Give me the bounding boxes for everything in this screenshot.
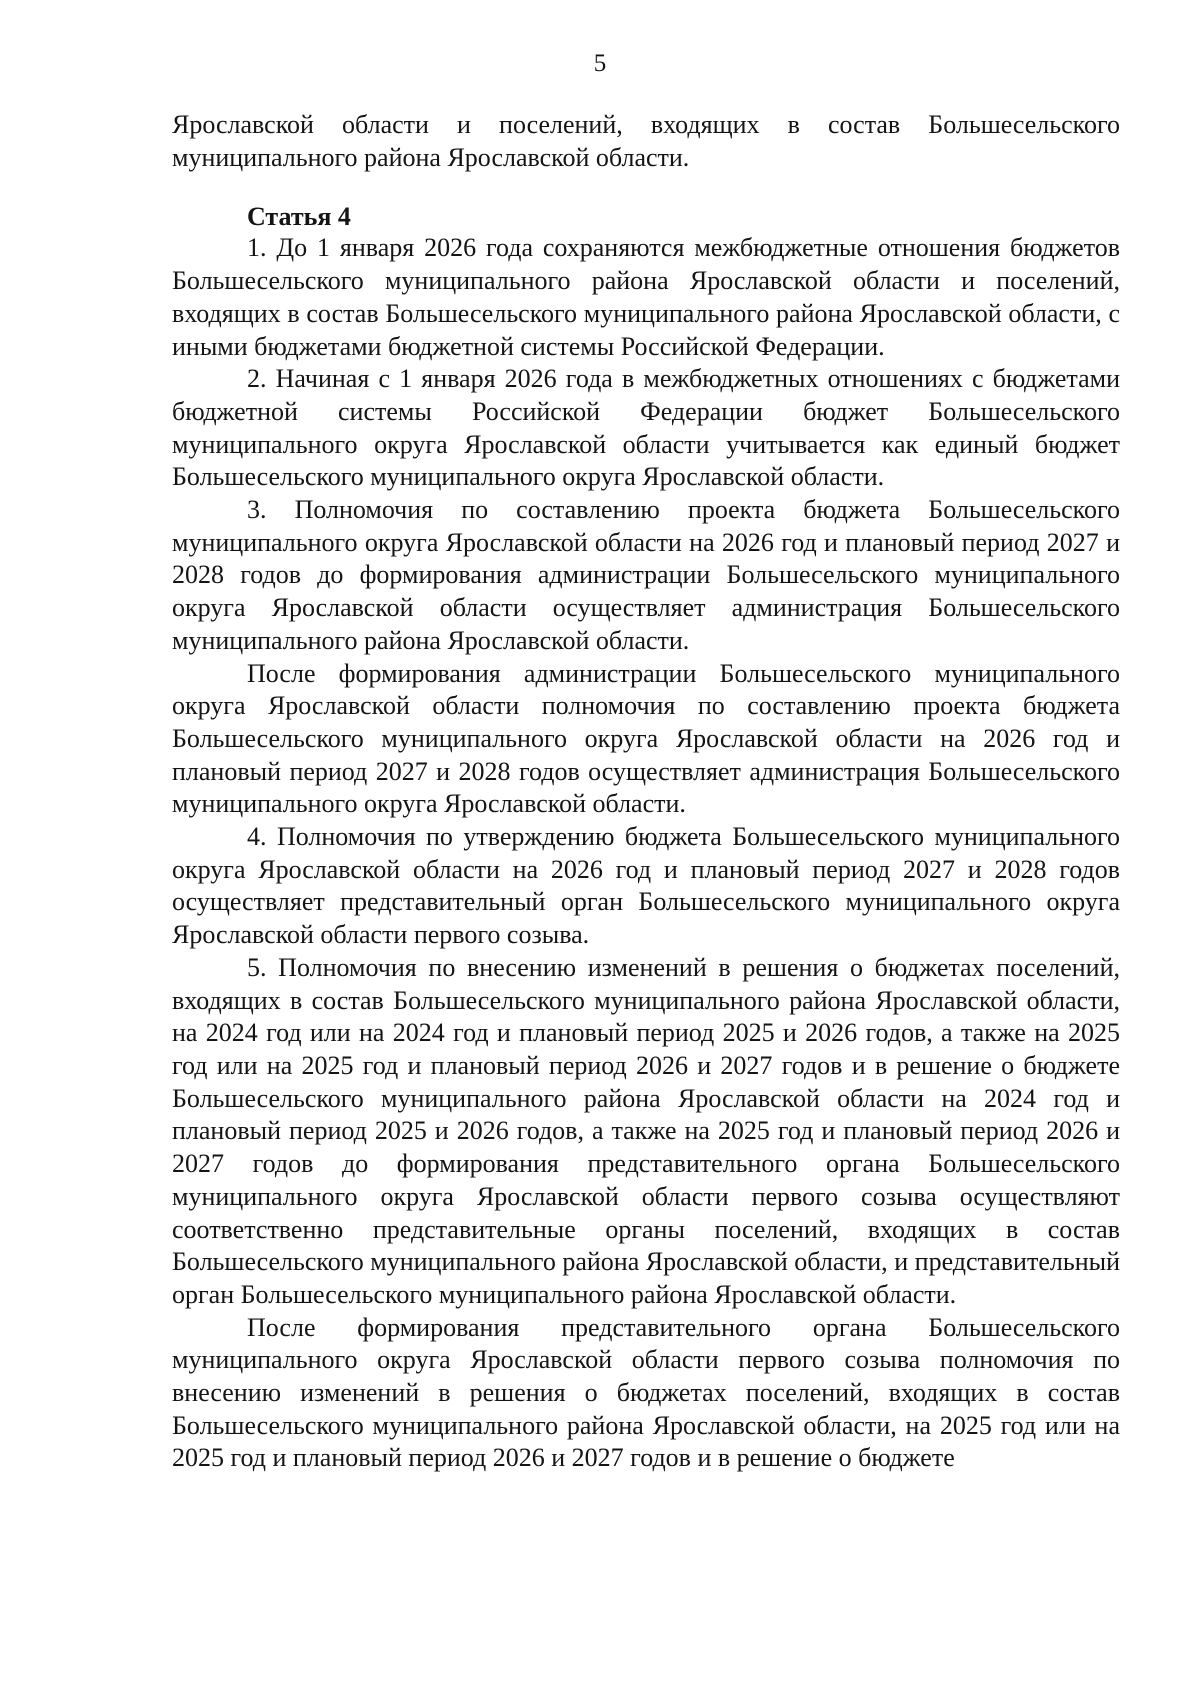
article-heading: Статья 4: [247, 202, 351, 232]
paragraph-4: 4. Полномочия по утверждению бюджета Большесельского муниципального округа Ярославской области на 2026 год и плановый период 2027 и 2028 годов осуществляет представительный орган Большесельского муниципального округа Ярославской области первого созыва.: [172, 822, 1120, 950]
paragraph-5: 5. Полномочия по внесению изменений в решения о бюджетах поселений, входящих в состав Большесельского муниципального района Ярославской области, на 2024 год или на 2024 год и плановый период 2025 и 2026 годов, а также на 2025 год или на 2025 год и плановый период 2026 и 2027 годов и в решение о бюджете Большесельского муниципального района Ярославской области на 2024 год и плановый период 2025 и 2026 годов, а также на 2025 год и плановый период 2026 и 2027 годов до формирования представительного органа Большесельского муниципального округа Ярославской области первого созыва осуществляют соответственно представительные органы поселений, входящих в состав Большесельского муниципального района Ярославской области, и представительный орган Большесельского муниципального района Ярославской области.: [172, 952, 1120, 1309]
paragraph-1: 1. До 1 января 2026 года сохраняются межбюджетные отношения бюджетов Большесельского муниципального района Ярославской области и поселений, входящих в состав Большесельского муниципального района Ярославской области, с иными бюджетами бюджетной системы Российской Федерации.: [172, 233, 1120, 361]
document-body: [172, 109, 1120, 1475]
paragraph-5-continuation: После формирования представительного органа Большесельского муниципального округа Ярославской области первого созыва полномочия по внесению изменений в решения о бюджетах поселений, входящих в состав Большесельского муниципального района Ярославской области, на 2025 год или на 2025 год и плановый период 2026 и 2027 годов и в решение о бюджете: [172, 1312, 1120, 1473]
page-number: 5: [593, 50, 607, 77]
intro-paragraph: Ярославской области и поселений, входящих в состав Большесельского муниципального района Ярославской области.: [172, 110, 1120, 172]
paragraph-3: 3. Полномочия по составлению проекта бюджета Большесельского муниципального округа Ярославской области на 2026 год и плановый период 2027 и 2028 годов до формирования администрации Большесельского муниципального округа Ярославской области осуществляет администрация Большесельского муниципального района Ярославской области.: [172, 495, 1120, 655]
paragraph-3-continuation: После формирования администрации Большесельского муниципального округа Ярославской области полномочия по составлению проекта бюджета Большесельского муниципального округа Ярославской области на 2026 год и плановый период 2027 и 2028 годов осуществляет администрация Большесельского муниципального округа Ярославской области.: [172, 658, 1120, 819]
paragraph-2: 2. Начиная с 1 января 2026 года в межбюджетных отношениях с бюджетами бюджетной системы Российской Федерации бюджет Большесельского муниципального округа Ярославской области учитывается как единый бюджет Большесельского муниципального округа Ярославской области.: [172, 364, 1120, 492]
